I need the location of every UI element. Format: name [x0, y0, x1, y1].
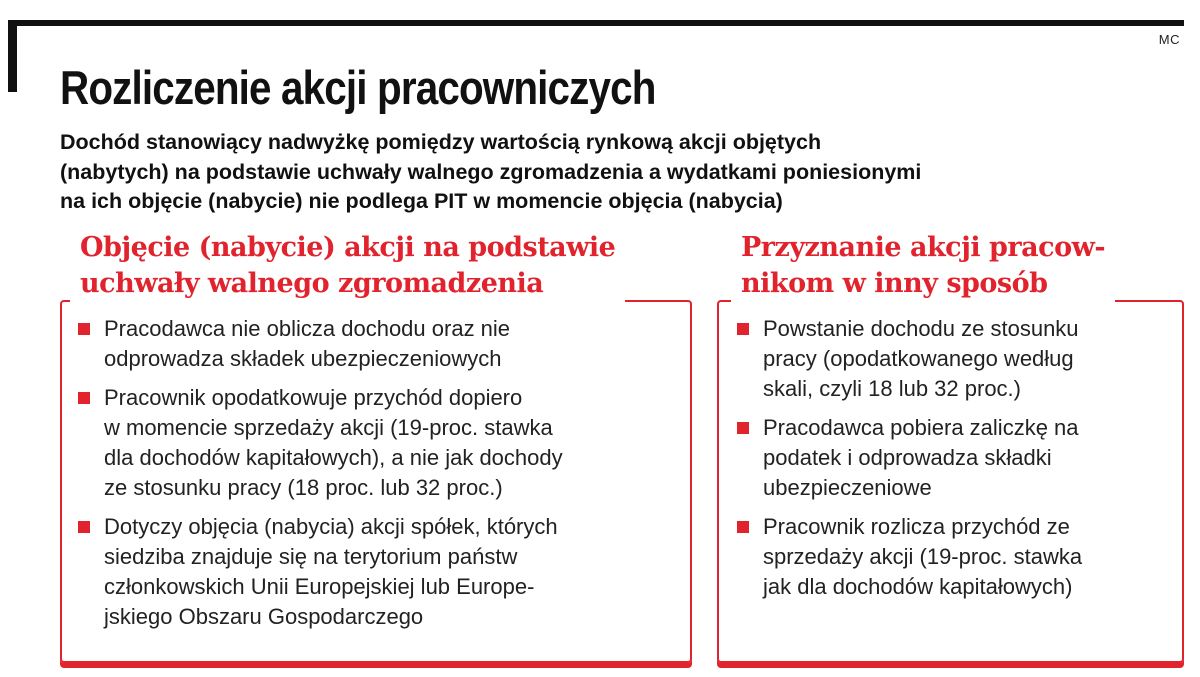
lead-paragraph	[60, 128, 1190, 217]
box-title	[731, 230, 1115, 302]
list-item: Dotyczy objęcia (nabycia) akcji spółek, których siedziba znajduje się na terytorium państw członkowskich Unii Europejskiej lub Europe- jskiego Obszaru Gospodarczego	[78, 512, 678, 632]
box-title	[70, 230, 625, 302]
list-item: Pracownik rozlicza przychód ze sprzedaży akcji (19-proc. stawka jak dla dochodów kapitałowych)	[737, 512, 1167, 602]
box-list	[737, 314, 1167, 611]
left-frame-rule	[8, 20, 17, 92]
lead-line: na ich objęcie (nabycie) nie podlega PIT w momencie objęcia (nabycia)	[60, 189, 783, 213]
square-bullet-icon	[737, 422, 749, 434]
square-bullet-icon	[737, 521, 749, 533]
box-title-line: nikom w inny sposób	[741, 268, 1048, 299]
list-item: Powstanie dochodu ze stosunku pracy (opodatkowanego według skali, czyli 18 lub 32 proc.)	[737, 314, 1167, 404]
lead-line: Dochód stanowiący nadwyżkę pomiędzy wartością rynkową akcji objętych	[60, 130, 822, 154]
list-item: Pracodawca pobiera zaliczkę na podatek i odprowadza składki ubezpieczeniowe	[737, 413, 1167, 503]
box-title-line: Objęcie (nabycie) akcji na podstawie	[80, 232, 616, 263]
list-item: Pracownik opodatkowuje przychód dopiero w momencie sprzedaży akcji (19-proc. stawka dla dochodów kapitałowych), a nie jak dochody ze stosunku pracy (18 proc. lub 32 proc.)	[78, 383, 678, 503]
box-title-line: Przyznanie akcji pracow-	[741, 232, 1106, 263]
box-list	[78, 314, 678, 641]
list-item: Pracodawca nie oblicza dochodu oraz nie odprowadza składek ubezpieczeniowych	[78, 314, 678, 374]
lead-line: (nabytych) na podstawie uchwały walnego zgromadzenia a wydatkami poniesionymi	[60, 159, 922, 184]
author-credit: MC	[1158, 32, 1180, 47]
square-bullet-icon	[737, 323, 749, 335]
top-frame-rule	[8, 20, 1184, 26]
square-bullet-icon	[78, 323, 90, 335]
box-title-line: uchwały walnego zgromadzenia	[80, 268, 544, 299]
shares-other-way-box	[717, 232, 1184, 663]
square-bullet-icon	[78, 392, 90, 404]
page-title: Rozliczenie akcji pracowniczych	[60, 61, 656, 114]
square-bullet-icon	[78, 521, 90, 533]
shares-by-resolution-box	[60, 232, 692, 663]
